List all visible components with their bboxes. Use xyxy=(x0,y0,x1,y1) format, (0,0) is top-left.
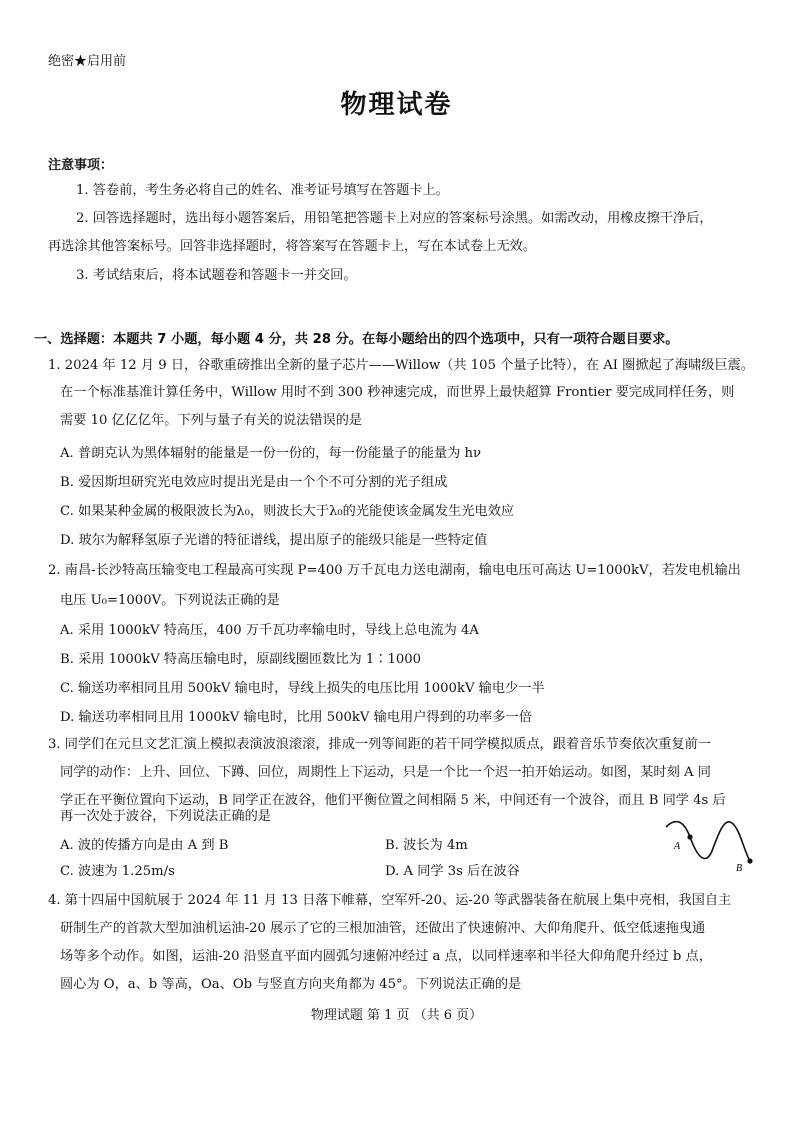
question-1-line: 1. 2024 年 12 月 9 日，谷歌重磅推出全新的量子芯片——Willow（共 105 个量子比特），在 AI 圈掀起了海啸级巨震。 xyxy=(48,358,755,373)
question-1-option-b: B. 爱因斯坦研究光电效应时提出光是由一个个不可分割的光子组成 xyxy=(60,475,448,490)
secret-mark: 绝密★启用前 xyxy=(48,54,127,69)
notes-heading: 注意事项： xyxy=(48,158,114,173)
question-4-line: 4. 第十四届中国航展于 2024 年 11 月 13 日落下帷幕，空军歼-20、运-20 等武器装备在航展上集中亮相，我国自主 xyxy=(48,893,732,908)
wave-figure xyxy=(660,815,760,871)
question-2-option-d: D. 输送功率相同且用 1000kV 输电时，比用 500kV 输电用户得到的功率多一倍 xyxy=(60,710,532,725)
point-a-label: A xyxy=(674,841,681,852)
question-1-option-d: D. 玻尔为解释氢原子光谱的特征谱线，提出原子的能级只能是一些特定值 xyxy=(60,533,488,548)
question-1-line: 需要 10 亿亿亿年。下列与量子有关的说法错误的是 xyxy=(60,413,363,428)
question-3-option-a: A. 波的传播方向是由 A 到 B xyxy=(60,838,229,853)
question-4-line: 研制生产的首款大型加油机运油-20 展示了它的三根加油管，还做出了快速俯冲、大仰角爬升、低空低速拖曳通 xyxy=(60,921,706,936)
question-3-line: 同学的动作：上升、回位、下蹲、回位，周期性上下运动，只是一个比一个迟一拍开始运动。如图，某时刻 A 同 xyxy=(60,765,711,780)
question-2-option-b: B. 采用 1000kV 特高压输电时，原副线圈匝数比为 1∶1000 xyxy=(60,652,422,667)
page-footer: 物理试题 第 1 页 （共 6 页） xyxy=(310,1008,483,1023)
point-a-marker xyxy=(687,834,692,839)
note-line: 1. 答卷前，考生务必将自己的姓名、准考证号填写在答题卡上。 xyxy=(76,183,449,198)
note-line: 3. 考试结束后，将本试题卷和答题卡一并交回。 xyxy=(76,268,357,283)
note-line: 再选涂其他答案标号。回答非选择题时，将答案写在答题卡上，写在本试卷上无效。 xyxy=(48,239,536,254)
note-line: 2. 回答选择题时，选出每小题答案后，用铅笔把答题卡上对应的答案标号涂黑。如需改动，用橡皮擦干净后， xyxy=(76,211,713,226)
section-heading: 一、选择题：本题共 7 小题，每小题 4 分，共 28 分。在每小题给出的四个选项中，只有一项符合题目要求。 xyxy=(34,332,679,347)
question-1-option-a: A. 普朗克认为黑体辐射的能量是一份一份的，每一份能量子的能量为 hν xyxy=(60,446,482,461)
question-1-option-c: C. 如果某种金属的极限波长为λ₀，则波长大于λ₀的光能使该金属发生光电效应 xyxy=(60,504,515,519)
question-2-option-c: C. 输送功率相同且用 500kV 输电时，导线上损失的电压比用 1000kV 输电少一半 xyxy=(60,681,545,696)
question-3-option-d: D. A 同学 3s 后在波谷 xyxy=(385,864,520,879)
question-1-line: 在一个标准基准计算任务中，Willow 用时不到 300 秒神速完成，而世界上最快超算 Frontier 要完成同样任务，则 xyxy=(60,385,735,400)
question-3-option-c: C. 波速为 1.25m/s xyxy=(60,864,175,879)
question-2-line: 2. 南昌-长沙特高压输变电工程最高可实现 P=400 万千瓦电力送电湖南，输电电压可高达 U=1000kV，若发电机输出 xyxy=(48,563,741,578)
page-title: 物理试卷 xyxy=(340,90,453,120)
question-3-line: 3. 同学们在元旦文艺汇演上模拟表演波浪滚滚，排成一列等间距的若干同学模拟质点，跟着音乐节奏依次重复前一 xyxy=(48,737,711,752)
question-3-option-b: B. 波长为 4m xyxy=(385,838,468,853)
question-3-line: 学正在平衡位置向下运动，B 同学正在波谷，他们平衡位置之间相隔 5 米，中间还有一个波谷，而且 B 同学 4s 后 xyxy=(60,793,726,808)
question-2-line: 电压 U₀=1000V。下列说法正确的是 xyxy=(60,593,280,608)
point-b-marker xyxy=(747,858,752,863)
question-4-line: 场等多个动作。如图，运油-20 沿竖直平面内圆弧匀速俯冲经过 a 点，以同样速率和半径大仰角爬升经过 b 点， xyxy=(60,949,712,964)
question-4-line: 圆心为 O，a、b 等高，Oa、Ob 与竖直方向夹角都为 45°。下列说法正确的是 xyxy=(60,977,522,992)
question-3-line: 再一次处于波谷，下列说法正确的是 xyxy=(60,809,271,824)
question-2-option-a: A. 采用 1000kV 特高压，400 万千瓦功率输电时，导线上总电流为 4A xyxy=(60,623,479,638)
point-b-label: B xyxy=(736,863,743,871)
